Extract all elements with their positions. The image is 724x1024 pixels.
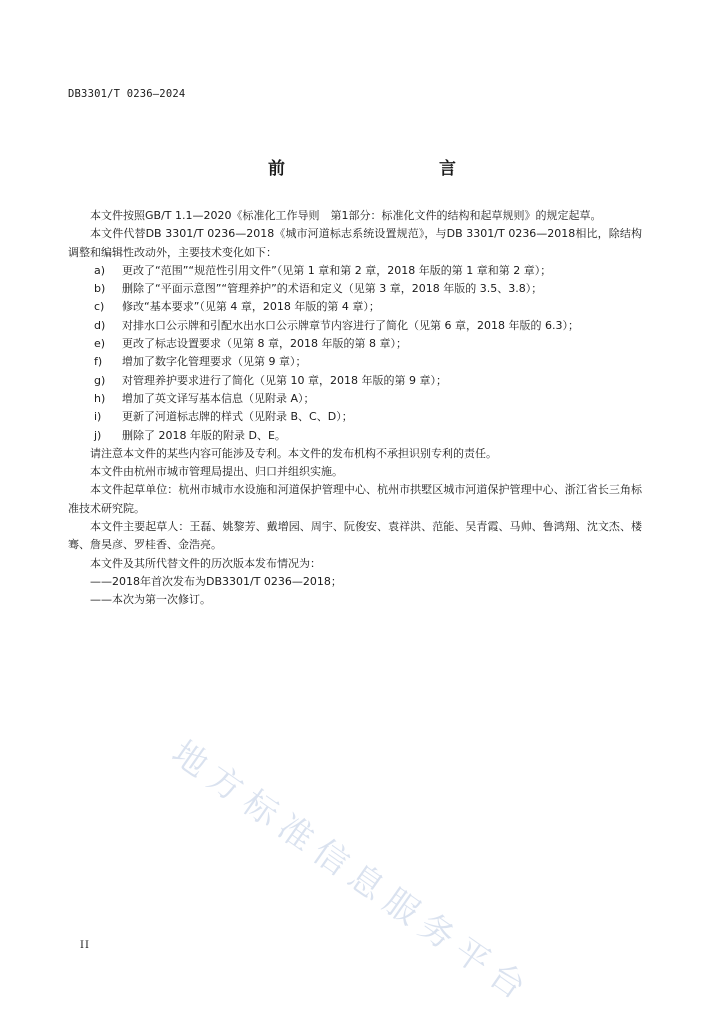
page-title: 前 言 [268, 159, 496, 179]
list-item [68, 317, 642, 335]
drafters: 本文件主要起草人：王磊、姚黎芳、戴增园、周宇、阮俊安、袁祥洪、范能、吴青霞、马帅、鲁鸿翔、沈文杰、楼骞、詹昊彦、罗桂香、金浩亮。 [68, 520, 642, 552]
list-text: 更新了河道标志牌的样式（见附录 B、C、D）； [122, 410, 353, 424]
list-text: 删除了“平面示意图”“管理养护”的术语和定义（见第 3 章，2018 年版的 3.5、3.8）； [122, 282, 543, 296]
list-marker: e) [94, 337, 106, 351]
replaces-paragraph: 本文件代替DB 3301/T 0236—2018《城市河道标志系统设置规范》，与DB 3301/T 0236—2018相比，除结构调整和编辑性改动外，主要技术变化如下： [68, 227, 642, 259]
foreword-body [68, 207, 642, 610]
history-item: ——2018年首次发布为DB3301/T 0236—2018； [90, 574, 342, 588]
list-text: 增加了数字化管理要求（见第 9 章）； [122, 355, 307, 369]
list-text: 修改“基本要求”（见第 4 章，2018 年版的第 4 章）； [122, 300, 380, 314]
list-text: 对排水口公示牌和引配水出水口公示牌章节内容进行了简化（见第 6 章，2018 年版的 6.3）； [122, 318, 579, 332]
list-text: 更改了标志设置要求（见第 8 章，2018 年版的第 8 章）； [122, 337, 407, 351]
list-text: 增加了英文译写基本信息（见附录 A）； [122, 391, 315, 405]
changes-list [68, 262, 642, 445]
list-item [68, 353, 642, 371]
list-marker: i) [94, 410, 102, 424]
list-marker: g) [94, 373, 106, 387]
watermark: 地方标准信息服务平台 [164, 732, 540, 1013]
patent-notice: 请注意本文件的某些内容可能涉及专利。本文件的发布机构不承担识别专利的责任。 [90, 446, 497, 460]
drafting-rule-paragraph: 本文件按照GB/T 1.1—2020《标准化工作导则 第1部分：标准化文件的结构和起草规则》的规定起草。 [90, 209, 602, 222]
list-item [68, 372, 642, 390]
drafting-units: 本文件起草单位：杭州市城市水设施和河道保护管理中心、杭州市拱墅区城市河道保护管理中心、浙江省长三角标准技术研究院。 [68, 483, 642, 515]
list-item [68, 280, 642, 298]
list-marker: c) [94, 300, 105, 314]
list-marker: j) [94, 428, 102, 442]
page-number: II [80, 940, 90, 951]
list-item [68, 335, 642, 353]
list-text: 删除了 2018 年版的附录 D、E。 [122, 428, 286, 442]
proposer-notice: 本文件由杭州市城市管理局提出、归口并组织实施。 [90, 465, 343, 479]
list-marker: h) [94, 391, 106, 405]
list-item [68, 408, 642, 426]
list-marker: a) [94, 263, 106, 277]
list-marker: d) [94, 318, 106, 332]
list-item [68, 262, 642, 280]
list-text: 更改了“范围”“规范性引用文件”（见第 1 章和第 2 章，2018 年版的第 1 章和第 2 章）； [122, 263, 552, 277]
list-item [68, 427, 642, 445]
list-marker: b) [94, 282, 106, 296]
list-item [68, 390, 642, 408]
list-text: 对管理养护要求进行了简化（见第 10 章，2018 年版的第 9 章）； [122, 373, 447, 387]
list-marker: f) [94, 355, 103, 369]
history-intro: 本文件及其所代替文件的历次版本发布情况为： [90, 556, 321, 570]
history-item: ——本次为第一次修订。 [90, 593, 211, 607]
document-code: DB3301/T 0236—2024 [68, 88, 186, 100]
list-item [68, 298, 642, 316]
